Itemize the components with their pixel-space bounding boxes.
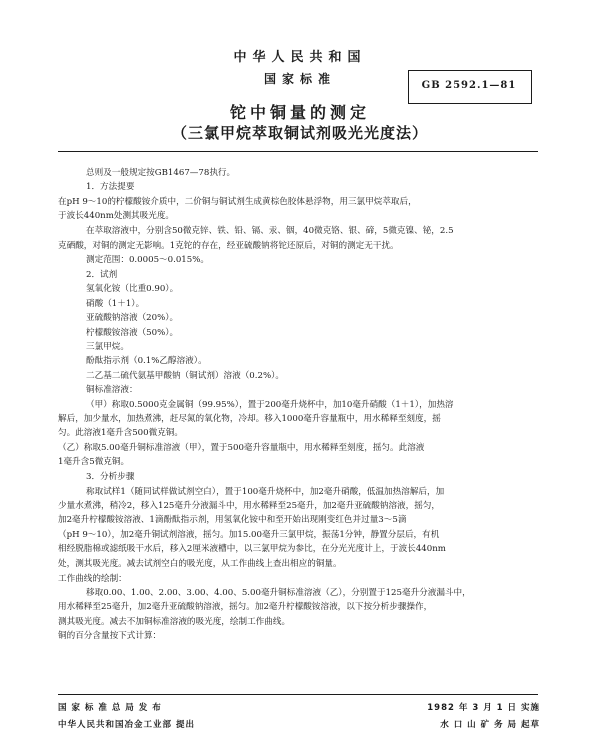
body-line: 柠檬酸铵溶液（50%）。	[86, 327, 179, 338]
body-line: 在pH 9～10的柠檬酸铵介质中，二价铜与铜试剂生成黄棕色胶体悬浮物，用三氯甲烷萃取后，	[58, 196, 417, 207]
top-rule	[58, 151, 538, 152]
proposer: 中华人民共和国冶金工业部 提出	[58, 720, 195, 730]
document-subtitle: （三氯甲烷萃取铜试剂吸光光度法）	[171, 124, 428, 142]
publisher: 国 家 标 准 总 局 发 布	[58, 703, 162, 713]
document-title: 铊中铜量的测定	[229, 103, 370, 122]
body-line: 1毫升含5微克铜。	[58, 457, 130, 468]
body-line: 三氯甲烷。	[86, 342, 129, 352]
standard-type: 国家标准	[263, 72, 336, 86]
body-line: 匀。此溶液1毫升含500微克铜。	[58, 428, 183, 439]
body-line: 相经脱脂棉或滤纸吸干水后，移入2厘米液槽中，以三氯甲烷为参比，在分光光度计上，于波长440nm	[58, 544, 446, 555]
body-line: （pH 9～10），加2毫升铜试剂溶液，摇匀。加15.00毫升三氯甲烷，振荡1分钟，静置分层后，有机	[58, 529, 440, 540]
body-line: 1．方法提要	[86, 182, 135, 193]
body-line: 解后，加少量水，加热煮沸，赶尽氮的氧化物，冷却。移入1000毫升容量瓶中，用水稀释至刻度，摇	[58, 414, 441, 424]
body-line: 移取0.00、1.00、2.00、3.00、4.00、5.00毫升铜标准溶液（乙），分别置于125毫升分液漏斗中，	[86, 588, 471, 598]
issuer-country: 中华人民共和国	[233, 50, 367, 65]
body-line: 少量水煮沸，稍冷2，移入125毫升分液漏斗中，用水稀释至25毫升，加2毫升亚硫酸钠溶液，摇匀，	[58, 501, 441, 511]
body-line: 克硒酸，对铜的测定无影响。1克铊的存在，经亚硫酸钠将铊还原后，对铜的测定无干扰。	[58, 240, 399, 251]
body-line: 用水稀释至25毫升，加2毫升亚硫酸钠溶液，摇匀。加2毫升柠檬酸铵溶液，以下按分析步骤操作，	[58, 602, 433, 613]
body-line: 氢氧化铵（比重0.90）。	[86, 284, 179, 295]
body-line: 测定范围：0.0005～0.015%。	[86, 255, 209, 265]
body-line: （乙）称取5.00毫升铜标准溶液（甲），置于500毫升容量瓶中，用水稀释至刻度，摇匀。此溶液	[58, 442, 425, 453]
body-line: 2．试剂	[86, 270, 118, 280]
body-line: 亚硫酸钠溶液（20%）。	[86, 313, 179, 324]
body-line: 于波长440nm处测其吸光度。	[58, 211, 175, 222]
body-line: 称取试样1（随同试样做试剂空白），置于100毫升烧杯中，加2毫升硝酸，低温加热溶解后，加	[86, 486, 445, 497]
effective-date: 1982 年 3 月 1 日 实施	[427, 703, 540, 713]
gb-code: GB 2592.1—81	[421, 80, 517, 91]
body-line: 铜的百分含量按下式计算：	[58, 631, 162, 642]
body-line: 总则及一般规定按GB1467—78执行。	[86, 168, 236, 178]
body-line: 处，测其吸光度。减去试剂空白的吸光度，从工作曲线上查出相应的铜量。	[58, 558, 342, 569]
body-line: 加2毫升柠檬酸铵溶液、1滴酚酞指示剂，用氢氧化铵中和至开始出现刚变红色并过量3～5滴	[58, 515, 407, 526]
body-line: 3．分析步骤	[86, 472, 135, 483]
body-line: （甲）称取0.5000克金属铜（99.95%），置于200毫升烧杯中，加10毫升硝酸（1＋1），加热溶	[86, 399, 454, 410]
bottom-rule	[58, 694, 538, 695]
body-line: 测其吸光度。减去不加铜标准溶液的吸光度，绘制工作曲线。	[58, 616, 291, 627]
drafter: 水 口 山 矿 务 局 起草	[440, 720, 540, 730]
body-line: 在萃取溶液中，分别含50微克锌、铁、铅、镉、汞、铟，40微克铬、银、碲，5微克镍、铋，2.5	[86, 226, 454, 237]
body-line: 酚酞指示剂（0.1%乙醇溶液）。	[86, 356, 207, 367]
body-line: 硝酸（1＋1）。	[86, 298, 145, 309]
body-line: 工作曲线的绘制：	[58, 573, 127, 584]
body-line: 二乙基二硫代氨基甲酸钠（铜试剂）溶液（0.2%）。	[86, 370, 285, 381]
body-line: 铜标准溶液：	[86, 385, 138, 396]
